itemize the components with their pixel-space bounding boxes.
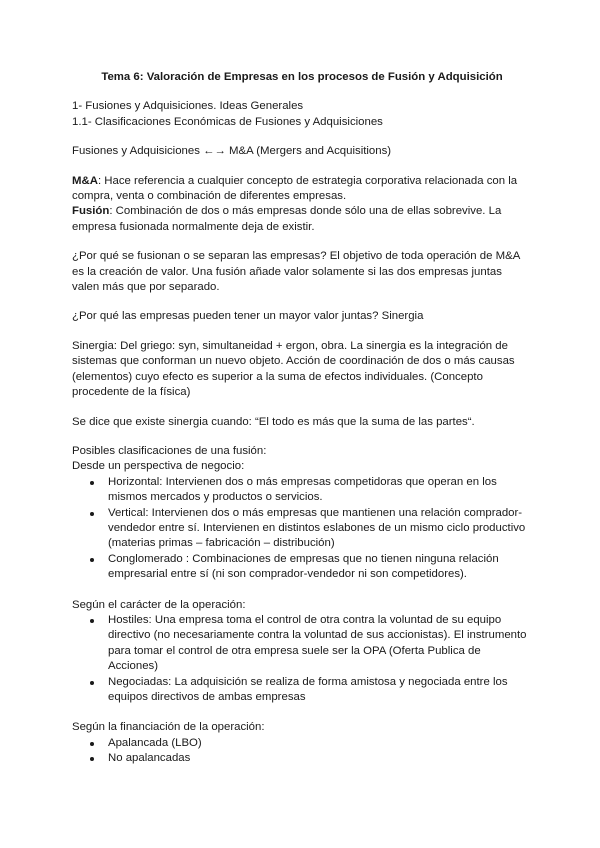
- list-item: Vertical: Intervienen dos o más empresas que mantienen una relación comprador-vendedor entre sí. Intervienen en distintos eslabones de un mismo ciclo productivo (materias primas – fabricación – distribución): [108, 506, 532, 552]
- ma-equivalence-line: Fusiones y Adquisiciones ←→ M&A (Mergers and Acquisitions): [72, 145, 392, 158]
- list-item: No apalancadas: [108, 751, 532, 766]
- ma-definition-text: : Hace referencia a cualquier concepto de estrategia corporativa relacionada con la compra, venta o combinación de diferentes empresas.: [72, 174, 518, 203]
- why-more-value-paragraph: ¿Por qué las empresas pueden tener un mayor valor juntas? Sinergia: [72, 310, 424, 323]
- list-item: Horizontal: Intervienen dos o más empresas competidoras que operan en los mismos mercados y productos o servicios.: [108, 475, 532, 506]
- list-item: Hostiles: Una empresa toma el control de otra contra la voluntad de su equipo directivo (no necesariamente contra la voluntad de sus accionistas). El instrumento para tomar el control de otra empresa suele ser la OPA (Oferta Publica de Acciones): [108, 613, 532, 675]
- business-perspective-heading: Desde un perspectiva de negocio:: [72, 460, 245, 473]
- business-perspective-list: [72, 475, 532, 583]
- synergy-definition: Sinergia: Del griego: syn, simultaneidad + ergon, obra. La sinergia es la integración de sistemas que conforman un nuevo objeto. Acción de coordinación de dos o más causas (elementos) cuyo efecto es superior a la suma de efectos individuales. (Concepto procedente de la física): [72, 339, 515, 399]
- section-heading-1: 1- Fusiones y Adquisiciones. Ideas Generales: [72, 100, 304, 113]
- classifications-intro: Posibles clasificaciones de una fusión:: [72, 444, 267, 457]
- list-item: Conglomerado : Combinaciones de empresas que no tienen ninguna relación empresarial entre sí (ni son comprador-vendedor ni son competidores).: [108, 552, 532, 583]
- list-item: Apalancada (LBO): [108, 736, 532, 751]
- document-title: Tema 6: Valoración de Empresas en los procesos de Fusión y Adquisición: [101, 71, 503, 83]
- ma-definition: [72, 174, 532, 205]
- section-heading-1-1: 1.1- Clasificaciones Económicas de Fusiones y Adquisiciones: [72, 115, 383, 128]
- synergy-quote: Se dice que existe sinergia cuando: “El todo es más que la suma de las partes“.: [72, 415, 475, 428]
- fusion-definition-text: : Combinación de dos o más empresas donde sólo una de ellas sobrevive. La empresa fusionada normalmente deja de existir.: [72, 205, 502, 233]
- financing-heading: Según la financiación de la operación:: [72, 721, 265, 734]
- financing-list: [72, 736, 532, 767]
- fusion-definition: [72, 204, 532, 235]
- ma-term: M&A: [72, 174, 98, 187]
- operation-character-heading: Según el carácter de la operación:: [72, 598, 246, 611]
- document-page: [72, 70, 532, 767]
- list-item: Negociadas: La adquisición se realiza de forma amistosa y negociada entre los equipos directivos de ambas empresas: [108, 675, 532, 706]
- operation-character-list: [72, 613, 532, 705]
- why-merge-paragraph: ¿Por qué se fusionan o se separan las empresas? El objetivo de toda operación de M&A es la creación de valor. Una fusión añade valor solamente si las dos empresas juntas valen más que por separado.: [72, 250, 520, 294]
- fusion-term: Fusión: [72, 205, 110, 218]
